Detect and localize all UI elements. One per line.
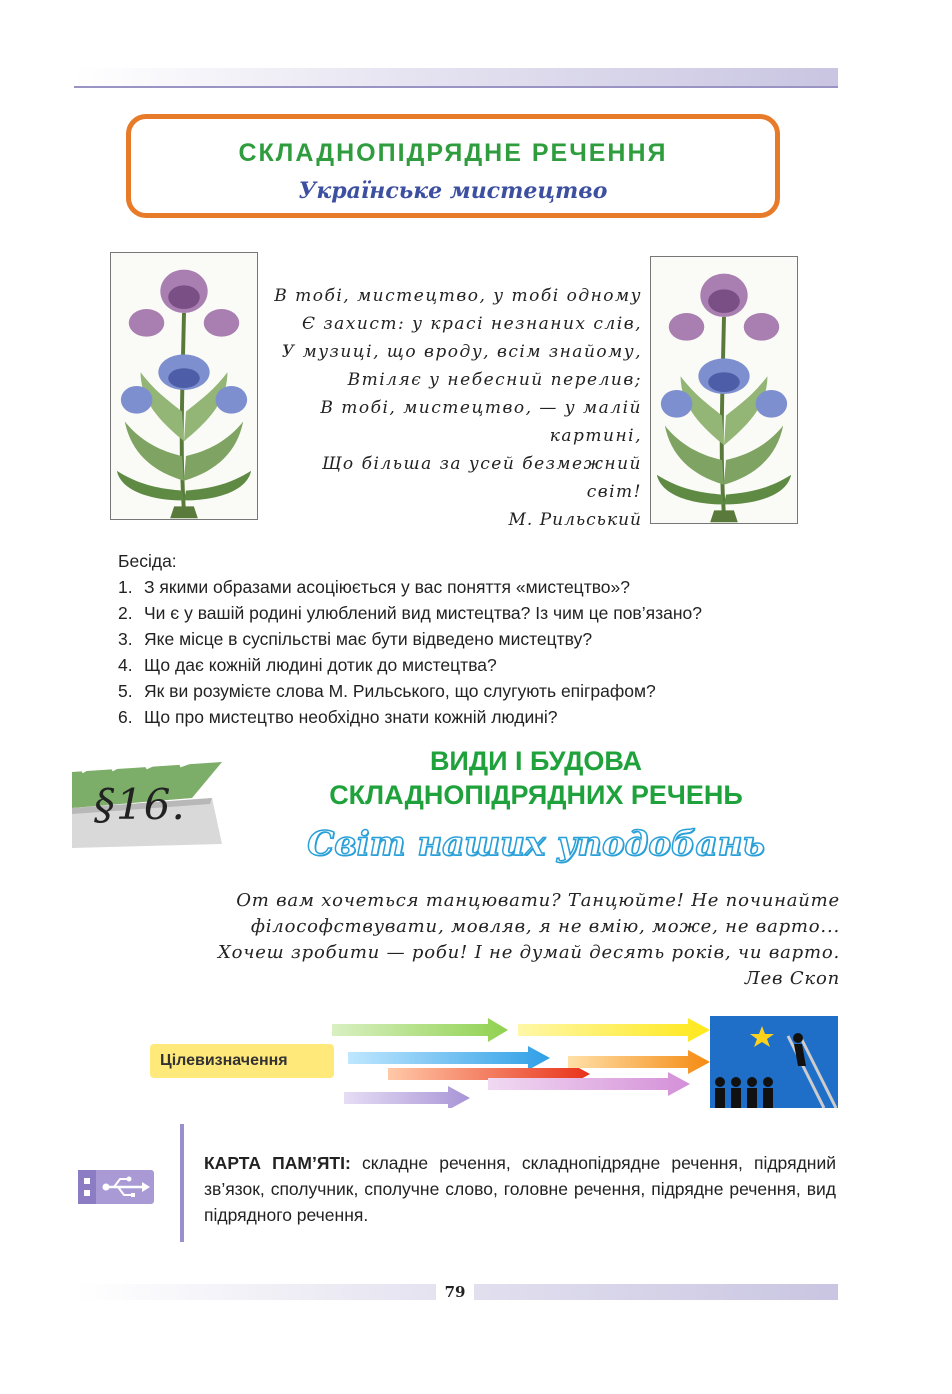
list-item bbox=[118, 652, 838, 678]
memory-map-label: КАРТА ПАМ’ЯТІ: bbox=[204, 1153, 351, 1173]
paragraph-badge bbox=[72, 758, 232, 848]
memo-divider bbox=[180, 1124, 184, 1242]
list-item bbox=[118, 574, 838, 600]
section-title-line: ВИДИ І БУДОВА bbox=[429, 746, 643, 776]
list-item bbox=[118, 626, 838, 652]
epigraph-line: Хочеш зробити — роби! І не думай десять років, чи варто. bbox=[217, 942, 840, 963]
discussion-list bbox=[118, 574, 838, 730]
discussion-heading: Бесіда: bbox=[118, 551, 177, 571]
poem-line: Втіляє у небесний перелив; bbox=[347, 370, 642, 390]
item-text: Чи є у вашій родині улюблений вид мистецтва? Із чим це пов’язано? bbox=[144, 603, 702, 623]
goal-label: Цілевизначення bbox=[150, 1044, 334, 1078]
poem-author: М. Рильський bbox=[508, 510, 642, 530]
memory-map-text: складне речення, складнопідрядне речення, підрядний зв’язок, сполучник, сполучне слово, головне речення, підрядне речення, вид підрядного речення. bbox=[204, 1153, 836, 1225]
item-number: 4. bbox=[118, 655, 133, 675]
item-number: 2. bbox=[118, 603, 133, 623]
item-text: Що про мистецтво необхідно знати кожній людині? bbox=[144, 707, 558, 727]
list-item bbox=[118, 704, 838, 730]
poem-epigraph bbox=[262, 282, 642, 534]
section-title-line: СКЛАДНОПІДРЯДНИХ РЕЧЕНЬ bbox=[329, 780, 743, 810]
header-bar bbox=[74, 68, 838, 88]
item-text: Як ви розумієте слова М. Рильського, що слугують епіграфом? bbox=[144, 681, 656, 701]
epigraph-line: філософствувати, мовляв, я не вмію, може, не варто... bbox=[250, 916, 840, 937]
topic-heading: СКЛАДНОПІДРЯДНЕ РЕЧЕННЯ bbox=[238, 139, 668, 167]
floral-ornament-right bbox=[650, 256, 798, 524]
item-number: 1. bbox=[118, 577, 133, 597]
topic-subheading: Українське мистецтво bbox=[298, 178, 608, 204]
discussion-block bbox=[118, 548, 838, 730]
poem-line: Є захист: у красі незнаних слів, bbox=[301, 314, 642, 334]
epigraph-line: От вам хочеться танцювати? Танцюйте! Не починайте bbox=[236, 890, 840, 911]
floral-ornament-left bbox=[110, 252, 258, 520]
item-text: Яке місце в суспільстві має бути відведено мистецтву? bbox=[144, 629, 593, 649]
prose-epigraph bbox=[150, 888, 840, 992]
poem-line: Що більша за усей безмежний світ! bbox=[322, 454, 642, 502]
item-number: 5. bbox=[118, 681, 133, 701]
section-subtitle: Світ наших уподобань bbox=[307, 824, 765, 864]
usb-icon bbox=[78, 1170, 154, 1204]
item-text: Що дає кожній людині дотик до мистецтва? bbox=[144, 655, 497, 675]
paragraph-number: §16. bbox=[94, 780, 186, 829]
item-number: 3. bbox=[118, 629, 133, 649]
poem-line: В тобі, мистецтво, у тобі одному bbox=[274, 286, 642, 306]
epigraph-author: Лев Скоп bbox=[744, 968, 840, 989]
list-item bbox=[118, 600, 838, 626]
section-title bbox=[236, 744, 836, 812]
memory-map bbox=[204, 1150, 836, 1228]
topic-title-box bbox=[126, 114, 780, 218]
page-number: 79 bbox=[436, 1280, 474, 1304]
item-number: 6. bbox=[118, 707, 133, 727]
poem-line: картині, bbox=[549, 426, 642, 446]
poem-line: В тобі, мистецтво, — у малій bbox=[320, 398, 642, 418]
list-item bbox=[118, 678, 838, 704]
item-text: З якими образами асоціюється у вас поняття «мистецтво»? bbox=[144, 577, 631, 597]
poem-line: У музиці, що вроду, всім знайому, bbox=[281, 342, 642, 362]
